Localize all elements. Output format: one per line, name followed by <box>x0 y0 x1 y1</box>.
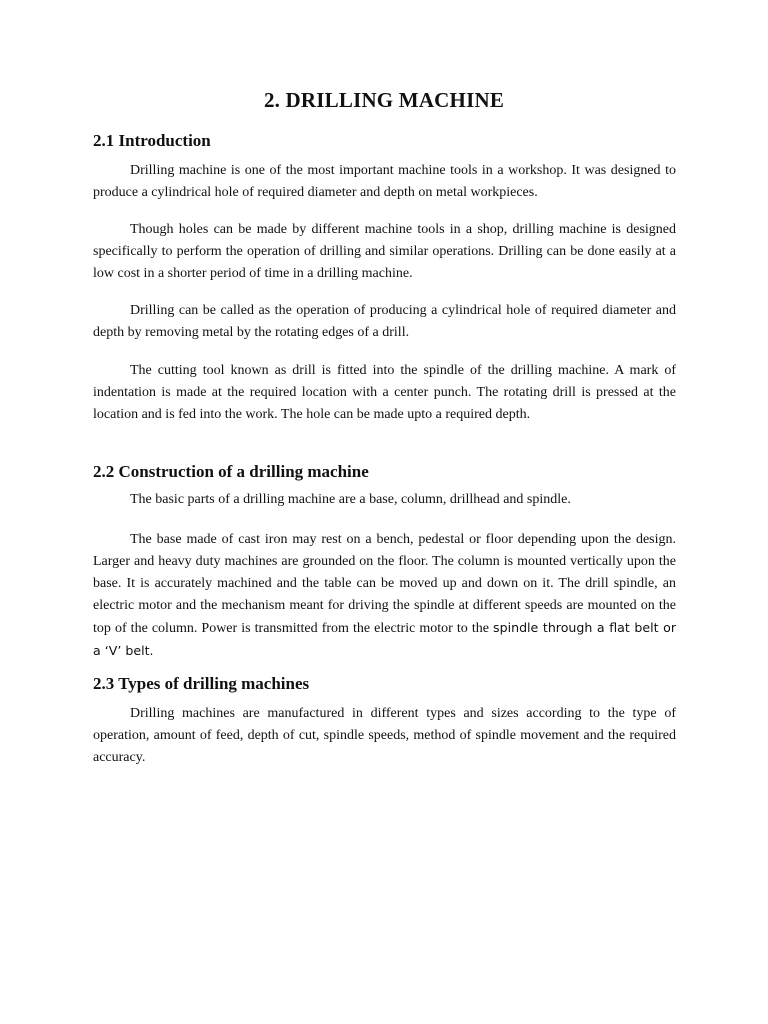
paragraph-types-1: Drilling machines are manufactured in different types and sizes according to the type of operation, amount of feed, depth of cut, spindle speeds, method of spindle movement and the required accuracy. <box>93 706 676 765</box>
section-heading-types: 2.3 Types of drilling machines <box>93 674 310 693</box>
paragraph-intro-3: Drilling can be called as the operation of producing a cylindrical hole of required diameter and depth by removing metal by the rotating edges of a drill. <box>93 303 676 340</box>
paragraph-construction-2 <box>93 529 676 663</box>
paragraph-construction-2-main: The base made of cast iron may rest on a bench, pedestal or floor depending upon the design. Larger and heavy duty machines are grounded on the floor. The column is mounted vertically upon the base. It is accurately machined and the table can be moved up and down on it. The drill spindle, an electric motor and the mechanism meant for driving the spindle at different speeds are mounted on the top of the column. Power is transmitted from the electric motor to the <box>93 532 676 636</box>
paragraph-intro-1: Drilling machine is one of the most important machine tools in a workshop. It was designed to produce a cylindrical hole of required diameter and depth on metal workpieces. <box>93 163 676 200</box>
section-heading-introduction: 2.1 Introduction <box>93 131 211 150</box>
document-title: 2. DRILLING MACHINE <box>263 88 505 112</box>
paragraph-intro-2: Though holes can be made by different machine tools in a shop, drilling machine is designed specifically to perform the operation of drilling and similar operations. Drilling can be done easily at a low cost in a shorter period of time in a drilling machine. <box>93 222 676 281</box>
paragraph-construction-1: The basic parts of a drilling machine are a base, column, drillhead and spindle. <box>130 492 571 507</box>
paragraph-construction-2-tail: spindle through a flat belt or a ‘V’ belt. <box>93 620 676 658</box>
section-heading-construction: 2.2 Construction of a drilling machine <box>93 462 369 481</box>
paragraph-intro-4: The cutting tool known as drill is fitted into the spindle of the drilling machine. A mark of indentation is made at the required location with a center punch. The rotating drill is pressed at the location and is fed into the work. The hole can be made upto a required depth. <box>93 363 676 422</box>
